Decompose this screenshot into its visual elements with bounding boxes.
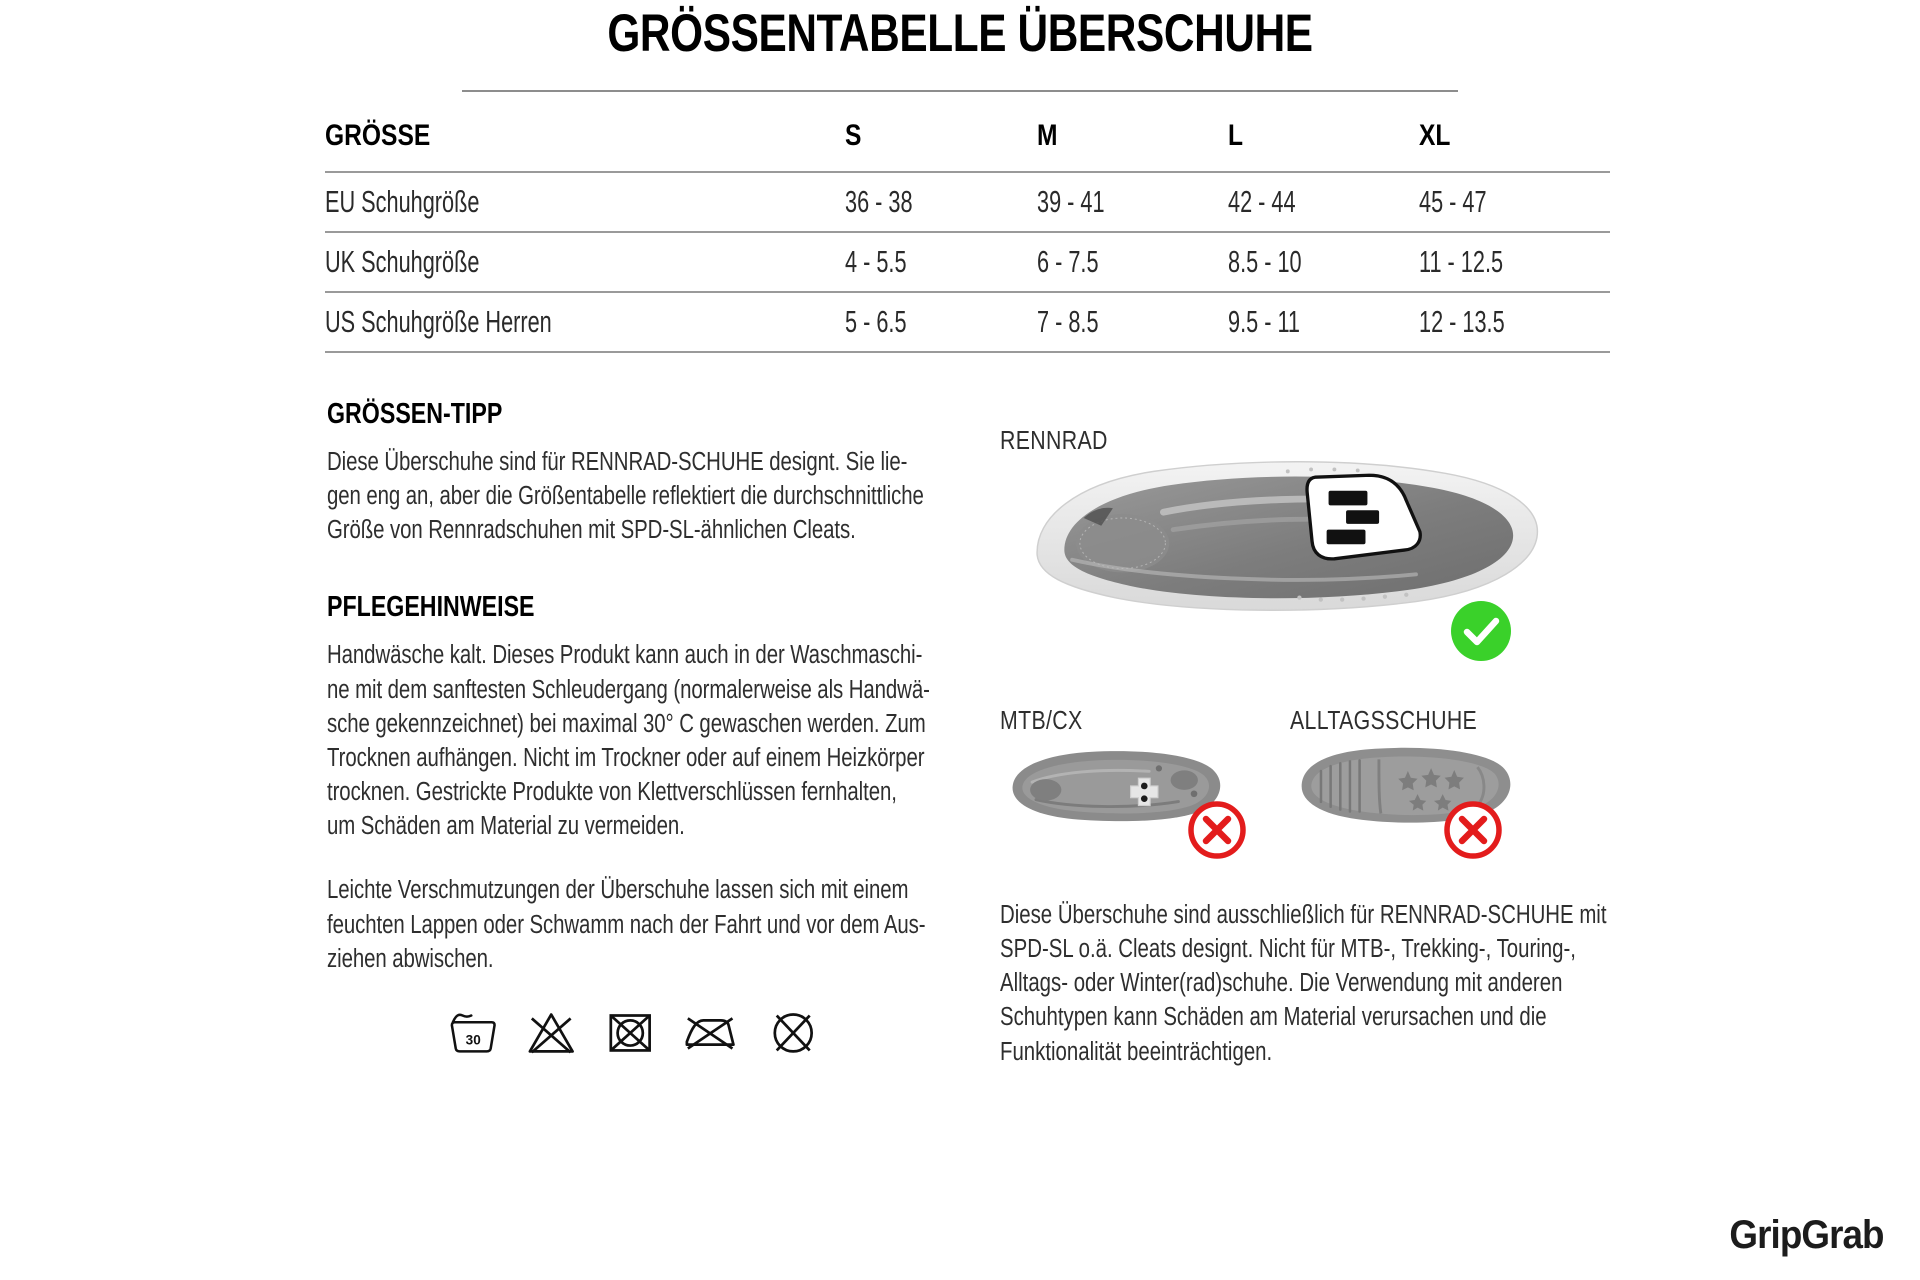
mtb-shoe-not-allowed-icon — [1187, 800, 1247, 860]
casual-shoe-label: ALLTAGSSCHUHE — [1290, 705, 1478, 735]
compatibility-note-line: Funktionalität beeinträchtigen. — [1000, 1037, 1273, 1066]
table-row — [325, 172, 1610, 232]
casual-shoe-not-allowed-icon — [1443, 800, 1503, 860]
cell-uk-xl: 11 - 12.5 — [1419, 232, 1610, 292]
page-title: GRÖSSENTABELLE ÜBERSCHUHE — [607, 4, 1313, 63]
care-line: Handwäsche kalt. Dieses Produkt kann auch in der Waschmaschi- — [327, 641, 923, 670]
care-paragraph-1 — [327, 638, 937, 843]
mtb-shoe-label: MTB/CX — [1000, 705, 1083, 735]
table-header-m: M — [1036, 119, 1058, 152]
table-header-size: GRÖSSE — [325, 119, 431, 152]
care-line: ne mit dem sanftesten Schleudergang (normalerweise als Handwä- — [327, 675, 930, 704]
compatibility-note — [1000, 898, 1620, 1069]
compatibility-note-line: Alltags- oder Winter(rad)schuhe. Die Verwendung mit anderen — [1000, 969, 1563, 998]
care-line: Leichte Verschmutzungen der Überschuhe lassen sich mit einem — [327, 876, 909, 905]
size-table — [325, 105, 1610, 353]
care-symbols-row — [448, 1002, 818, 1062]
care-line: um Schäden am Material zu vermeiden. — [327, 812, 685, 841]
table-header-s: S — [845, 119, 862, 152]
sizing-tip-line: Diese Überschuhe sind für RENNRAD-SCHUHE designt. Sie lie- — [327, 448, 908, 476]
care-line: feuchten Lappen oder Schwamm nach der Fahrt und vor dem Aus- — [327, 910, 926, 939]
brand-logo: GripGrab — [1729, 1213, 1884, 1257]
size-table-wrapper — [325, 105, 1610, 353]
cell-eu-s: 36 - 38 — [845, 172, 1036, 232]
care-line: Trocknen aufhängen. Nicht im Trockner oder auf einem Heizkörper — [327, 743, 925, 772]
no-tumble-dry-icon — [605, 1009, 655, 1055]
table-header-row — [325, 105, 1610, 172]
road-shoe-label: RENNRAD — [1000, 425, 1108, 455]
care-line: trocknen. Gestrickte Produkte von Klettverschlüssen fernhalten, — [327, 778, 897, 807]
cell-eu-xl: 45 - 47 — [1419, 172, 1610, 232]
cell-us-xl: 12 - 13.5 — [1419, 292, 1610, 352]
no-bleach-icon — [526, 1009, 576, 1055]
care-paragraph-2 — [327, 873, 937, 975]
sizing-tip-heading: GRÖSSEN-TIPP — [327, 398, 503, 430]
care-line: sche gekennzeichnet) bei maximal 30° C gewaschen werden. Zum — [327, 709, 926, 738]
cell-us-l: 9.5 - 11 — [1228, 292, 1419, 352]
road-shoe-illustration — [1000, 450, 1560, 620]
table-row — [325, 232, 1610, 292]
compatibility-note-line: SPD-SL o.ä. Cleats designt. Nicht für MTB-, Trekking-, Touring-, — [1000, 935, 1576, 964]
wash-temp-label: 30 — [465, 1032, 481, 1048]
cell-eu-m: 39 - 41 — [1037, 172, 1228, 232]
cell-us-m: 7 - 8.5 — [1037, 292, 1228, 352]
row-label-eu: EU Schuhgröße — [325, 172, 845, 232]
compatibility-note-line: Diese Überschuhe sind ausschließlich für RENNRAD-SCHUHE mit — [1000, 901, 1607, 929]
table-header-xl: XL — [1418, 119, 1451, 152]
cell-eu-l: 42 - 44 — [1228, 172, 1419, 232]
spacer — [327, 547, 937, 591]
wash-30-icon — [448, 1009, 498, 1055]
no-iron-icon — [683, 1009, 739, 1055]
road-shoe-approved-check-icon — [1450, 600, 1512, 662]
care-heading: PFLEGEHINWEISE — [327, 591, 535, 624]
sizing-tip-paragraph — [327, 445, 937, 547]
sizing-tip-line: gen eng an, aber die Größentabelle reflektiert die durchschnittliche — [327, 482, 924, 511]
row-label-uk: UK Schuhgröße — [325, 232, 845, 292]
spacer — [327, 843, 937, 873]
table-header-l: L — [1227, 119, 1243, 152]
row-label-us: US Schuhgröße Herren — [325, 292, 845, 352]
cell-uk-l: 8.5 - 10 — [1228, 232, 1419, 292]
cell-uk-s: 4 - 5.5 — [845, 232, 1036, 292]
table-row — [325, 292, 1610, 352]
left-content-column — [327, 398, 937, 976]
compatibility-note-line: Schuhtypen kann Schäden am Material verursachen und die — [1000, 1003, 1547, 1032]
no-dry-clean-icon — [768, 1009, 818, 1055]
cell-us-s: 5 - 6.5 — [845, 292, 1036, 352]
care-line: ziehen abwischen. — [327, 944, 494, 973]
sizing-tip-line: Größe von Rennradschuhen mit SPD-SL-ähnlichen Cleats. — [327, 516, 856, 545]
cell-uk-m: 6 - 7.5 — [1037, 232, 1228, 292]
title-divider — [462, 90, 1458, 92]
